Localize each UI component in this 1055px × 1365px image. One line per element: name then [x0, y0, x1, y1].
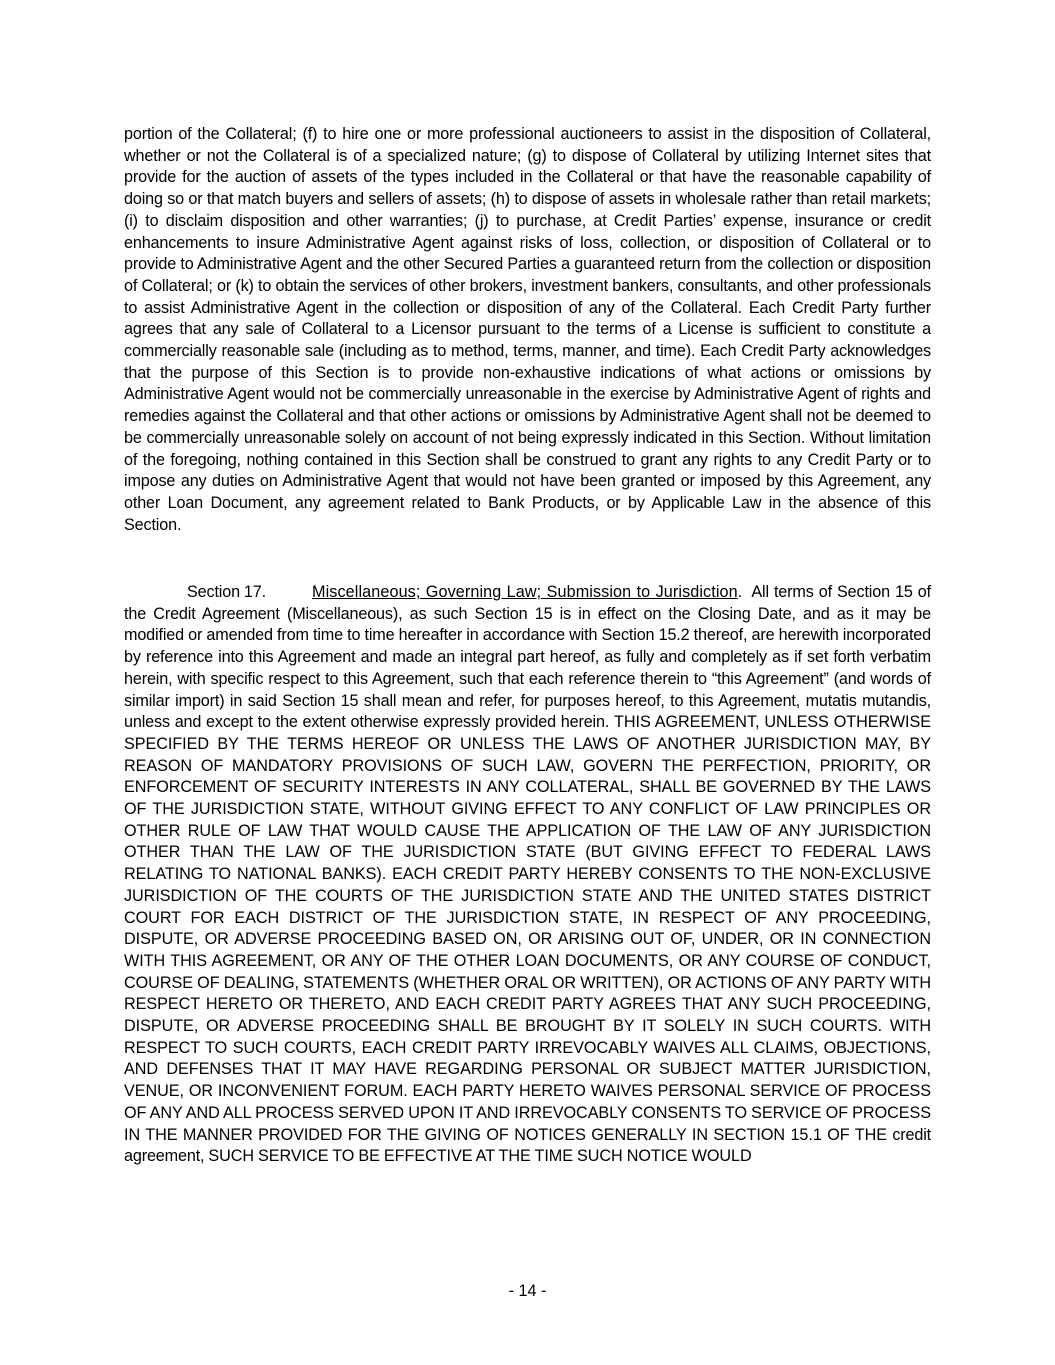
section-body-intro: All terms of Section 15 of the Credit Agreement (Miscellaneous), as such Section 15 is in effect on the Closing Date, and as it may be modified or amended from time to time hereafter in accordance with Section 15.2 thereof, are herewith incorporated by reference into this Agreement and made an integral part hereof, as fully and completely as if set forth verbatim herein, with specific respect to this Agreement, such that each reference therein to “this Agreement” (and words of similar import) in said Section 15 shall mean and refer, for purposes hereof, to this Agreement, mutatis mutandis, unless and except to the extent otherwise expressly provided herein. [124, 583, 931, 732]
section-heading-punct: . [737, 583, 743, 601]
section-heading: Miscellaneous; Governing Law; Submission to Jurisdiction [312, 583, 738, 601]
section-body-mixed: credit agreement, [124, 1125, 931, 1166]
section-body-upper: THIS AGREEMENT, UNLESS OTHERWISE SPECIFIED BY THE TERMS HEREOF OR UNLESS THE LAWS OF ANOTHER JURISDICTION MAY, BY REASON OF MANDATORY PROVISIONS OF SUCH LAW, GOVERN THE PERFECTION, PRIORITY, OR ENFORCEMENT OF SECURITY INTERESTS IN ANY COLLATERAL, SHALL BE GOVERNED BY THE LAWS OF THE JURISDICTION STATE, WITHOUT GIVING EFFECT TO ANY CONFLICT OF LAW PRINCIPLES OR OTHER RULE OF LAW THAT WOULD CAUSE THE APPLICATION OF THE LAW OF ANY JURISDICTION OTHER THAN THE LAW OF THE JURISDICTION STATE (BUT GIVING EFFECT TO FEDERAL LAWS RELATING TO NATIONAL BANKS). EACH CREDIT PARTY HEREBY CONSENTS TO THE NON-EXCLUSIVE JURISDICTION OF THE COURTS OF THE JURISDICTION STATE AND THE UNITED STATES DISTRICT COURT FOR EACH DISTRICT OF THE JURISDICTION STATE, IN RESPECT OF ANY PROCEEDING, DISPUTE, OR ADVERSE PROCEEDING BASED ON, OR ARISING OUT OF, UNDER, OR IN CONNECTION WITH THIS AGREEMENT, OR ANY OF THE OTHER LOAN DOCUMENTS, OR ANY COURSE OF CONDUCT, COURSE OF DEALING, STATEMENTS (WHETHER ORAL OR WRITTEN), OR ACTIONS OF ANY PARTY WITH RESPECT HERETO OR THERETO, AND EACH CREDIT PARTY AGREES THAT ANY SUCH PROCEEDING, DISPUTE, OR ADVERSE PROCEEDING SHALL BE BROUGHT BY IT SOLELY IN SUCH COURTS. WITH RESPECT TO SUCH COURTS, EACH CREDIT PARTY IRREVOCABLY WAIVES ALL CLAIMS, OBJECTIONS, AND DEFENSES THAT IT MAY HAVE REGARDING PERSONAL OR SUBJECT MATTER JURISDICTION, VENUE, OR INCONVENIENT FORUM. EACH PARTY HERETO WAIVES PERSONAL SERVICE OF PROCESS OF ANY AND ALL PROCESS SERVED UPON IT AND IRREVOCABLY CONSENTS TO SERVICE OF PROCESS IN THE MANNER PROVIDED FOR THE GIVING OF NOTICES GENERALLY IN SECTION 15.1 OF THE [124, 713, 931, 1144]
section-body-tail: SUCH SERVICE TO BE EFFECTIVE AT THE TIME SUCH NOTICE WOULD [208, 1147, 752, 1166]
section-number: Section 17. [187, 583, 266, 601]
paragraph-continued: portion of the Collateral; (f) to hire one or more professional auctioneers to assist in the disposition of Collateral, whether or not the Collateral is of a specialized nature; (g) to dispose of Collateral by utilizing Internet sites that provide for the auction of assets of the types included in the Collateral or that have the reasonable capability of doing so or that match buyers and sellers of assets; (h) to dispose of assets in wholesale rather than retail markets; (i) to disclaim disposition and other warranties; (j) to purchase, at Credit Parties’ expense, insurance or credit enhancements to insure Administrative Agent against risks of loss, collection, or disposition of Collateral or to provide to Administrative Agent and the other Secured Parties a guaranteed return from the collection or disposition of Collateral; or (k) to obtain the services of other brokers, investment bankers, consultants, and other professionals to assist Administrative Agent in the collection or disposition of any of the Collateral. Each Credit Party further agrees that any sale of Collateral to a Licensor pursuant to the terms of a License is sufficient to constitute a commercially reasonable sale (including as to method, terms, manner, and time). Each Credit Party acknowledges that the purpose of this Section is to provide non-exhaustive indications of what actions or omissions by Administrative Agent would not be commercially unreasonable in the exercise by Administrative Agent of rights and remedies against the Collateral and that other actions or omissions by Administrative Agent shall not be deemed to be commercially unreasonable solely on account of not being expressly indicated in this Section. Without limitation of the foregoing, nothing contained in this Section shall be construed to grant any rights to any Credit Party or to impose any duties on Administrative Agent that would not have been granted or imposed by this Agreement, any other Loan Document, any agreement related to Bank Products, or by Applicable Law in the absence of this Section. [124, 125, 931, 534]
page-number: - 14 - [508, 1282, 547, 1300]
section-17-paragraph [124, 582, 931, 1168]
